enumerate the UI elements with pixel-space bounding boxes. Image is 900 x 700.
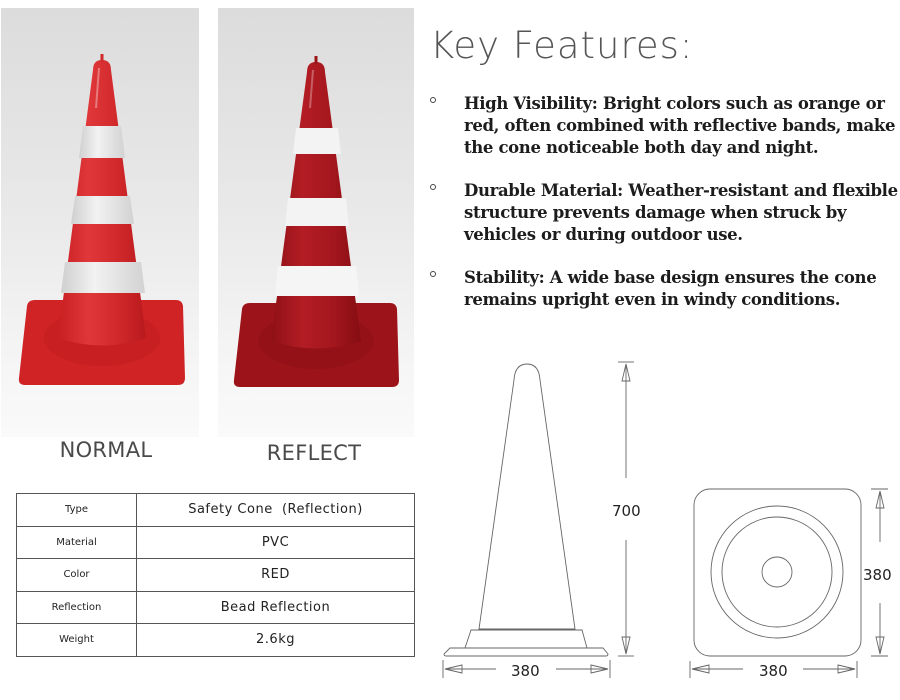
feature-text: Stability: A wide base design ensures the cone remains upright even in windy conditions.	[464, 268, 877, 309]
top-view-drawing	[694, 489, 861, 656]
page-title: Key Features:	[430, 24, 694, 67]
spec-value-reflection: Bead Reflection	[137, 591, 415, 624]
side-view-drawing	[444, 364, 608, 656]
spec-value-material: PVC	[137, 526, 415, 559]
bullet-icon	[430, 97, 436, 103]
reflect-cone-image	[218, 8, 414, 437]
list-item	[430, 93, 900, 159]
spec-table	[16, 493, 415, 657]
feature-text: High Visibility: Bright colors such as orange or red, often combined with reflective bands, make the cone noticeable both day and night.	[464, 94, 896, 157]
spec-key-material: Material	[17, 526, 137, 559]
normal-cone-illustration	[1, 8, 199, 437]
bullet-icon	[430, 184, 436, 190]
reflect-label: REFLECT	[266, 441, 362, 465]
spec-key-reflection: Reflection	[17, 591, 137, 624]
table-row	[17, 559, 415, 592]
table-row	[17, 526, 415, 559]
bullet-icon	[430, 271, 436, 277]
normal-cone-image	[1, 8, 199, 437]
reflect-cone-illustration	[218, 8, 414, 437]
table-row	[17, 494, 415, 527]
spec-key-color: Color	[17, 559, 137, 592]
side-width-value: 380	[511, 662, 540, 680]
list-item	[430, 180, 900, 246]
spec-value-color: RED	[137, 559, 415, 592]
normal-label: NORMAL	[59, 438, 153, 462]
top-depth-value: 380	[863, 566, 892, 584]
spec-value-weight: 2.6kg	[137, 624, 415, 657]
dimension-drawings	[430, 350, 900, 695]
table-row	[17, 624, 415, 657]
spec-value-type: Safety Cone (Reflection)	[137, 494, 415, 527]
feature-list	[430, 93, 900, 332]
table-row	[17, 591, 415, 624]
spec-key-weight: Weight	[17, 624, 137, 657]
feature-text: Durable Material: Weather-resistant and flexible structure prevents damage when struck by vehicles or during outdoor use.	[464, 181, 898, 244]
height-value: 700	[612, 502, 641, 520]
list-item	[430, 267, 900, 311]
spec-key-type: Type	[17, 494, 137, 527]
top-width-value: 380	[759, 662, 788, 680]
